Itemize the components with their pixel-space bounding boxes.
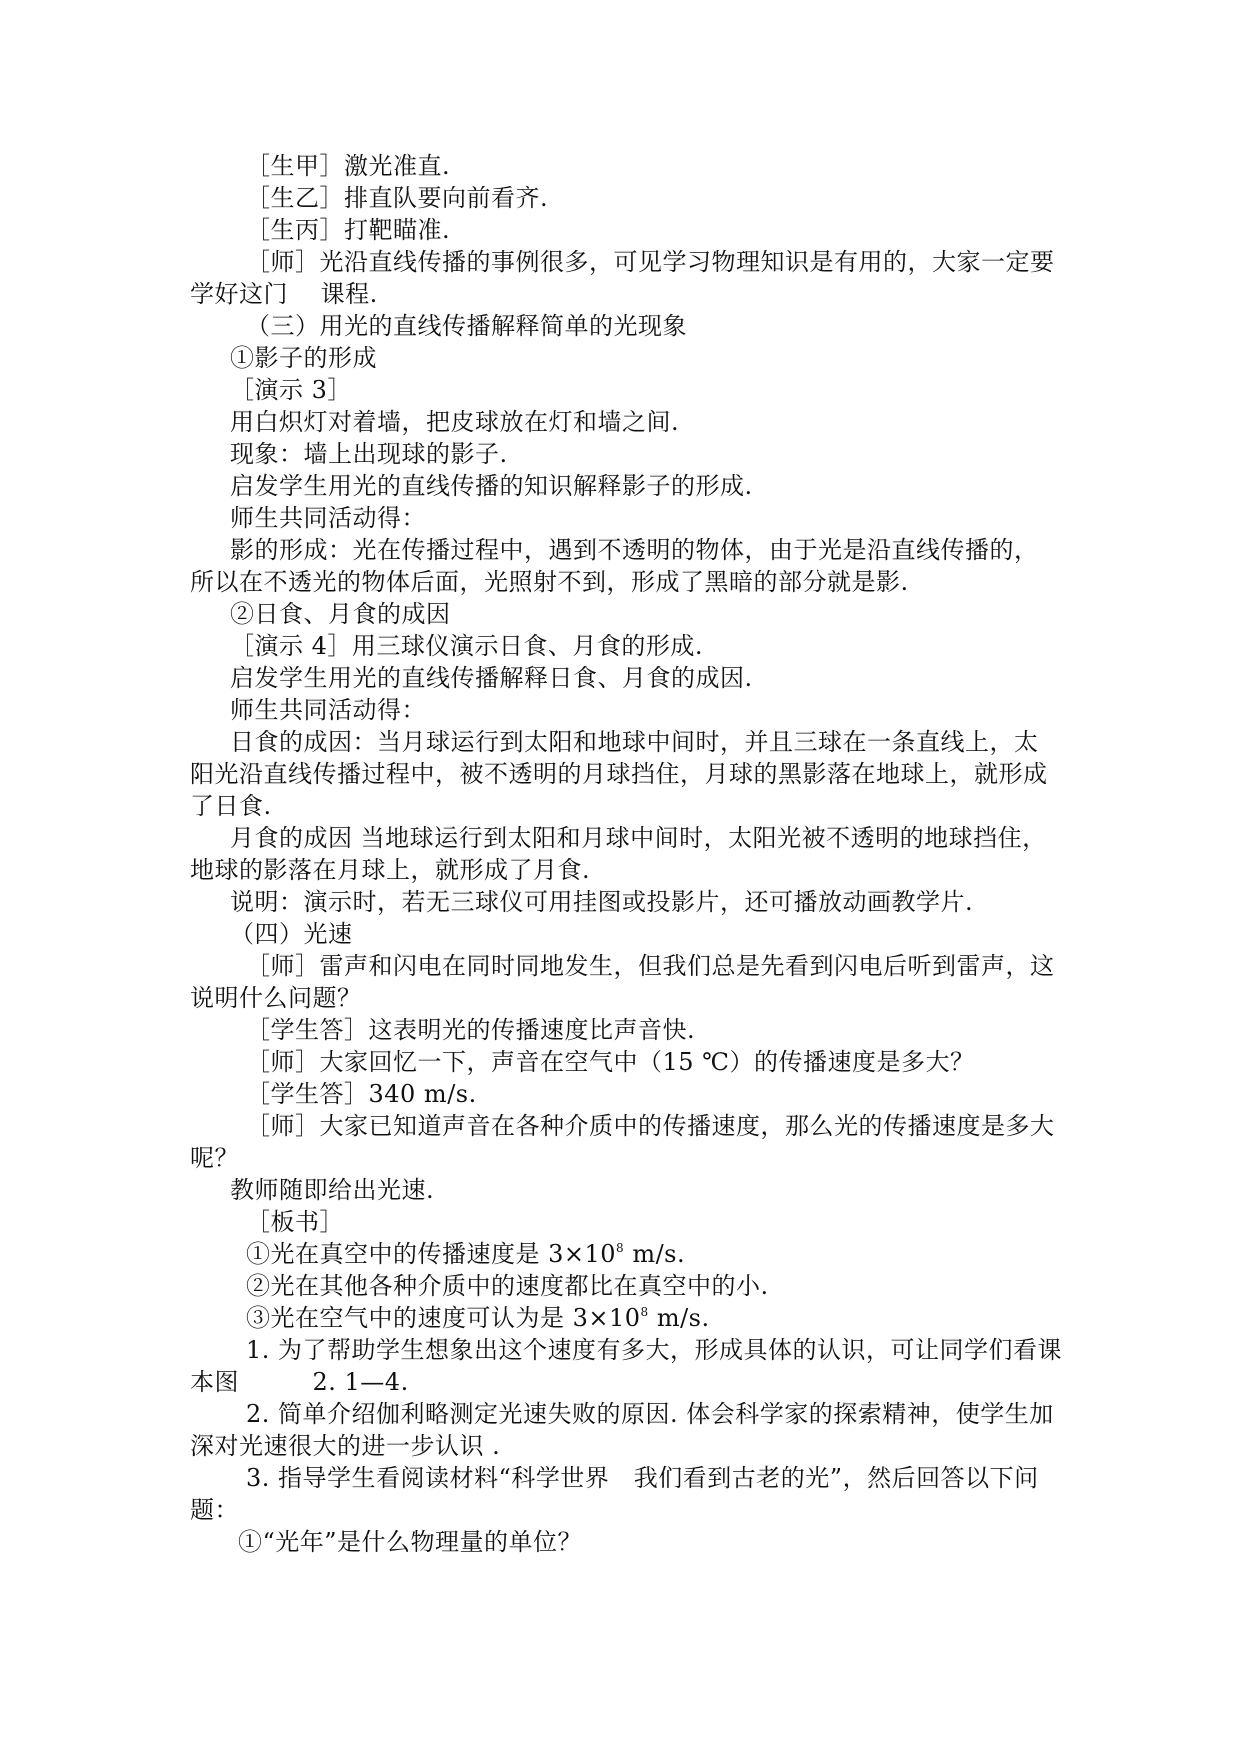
- subsection-heading: ②日食、月食的成因: [230, 600, 451, 628]
- text-line: 2. 简单介绍伽利略测定光速失败的原因. 体会科学家的探索精神，使学生加: [246, 1400, 1054, 1428]
- text-line: 题：: [190, 1496, 239, 1524]
- text-line: ［生丙］打靶瞄准.: [246, 216, 451, 244]
- text-line: 影的形成：光在传播过程中，遇到不透明的物体，由于光是沿直线传播的，: [230, 536, 1039, 564]
- text-line: ［师］大家已知道声音在各种介质中的传播速度，那么光的传播速度是多大: [246, 1112, 1055, 1140]
- board-item-1: [246, 1238, 685, 1270]
- text-line: 月食的成因 当地球运行到太阳和月球中间时，太阳光被不透明的地球挡住，: [230, 824, 1047, 852]
- text-line: 地球的影落在月球上，就形成了月食.: [190, 856, 591, 884]
- text-line: 日食的成因：当月球运行到太阳和地球中间时，并且三球在一条直线上，太: [230, 728, 1039, 756]
- text-line: 说明：演示时，若无三球仪可用挂图或投影片，还可播放动画教学片.: [230, 888, 974, 916]
- text-line: 师生共同活动得：: [230, 696, 426, 724]
- text-line: 本图 2. 1—4.: [190, 1368, 409, 1396]
- board-item-text: ③光在空气中的速度可认为是 3×10: [246, 1304, 641, 1332]
- text-line: 深对光速很大的进一步认识 .: [190, 1432, 501, 1460]
- text-line: ［师］大家回忆一下，声音在空气中（15 ℃）的传播速度是多大？: [246, 1048, 975, 1076]
- subsection-heading: ①影子的形成: [230, 344, 377, 372]
- text-line: ［生乙］排直队要向前看齐.: [246, 184, 549, 212]
- text-line: ［师］雷声和闪电在同时同地发生，但我们总是先看到闪电后听到雷声，这: [246, 952, 1055, 980]
- exponent: 8: [640, 1305, 649, 1319]
- section-heading: （四）光速: [230, 920, 353, 948]
- text-line: 了日食.: [190, 792, 272, 820]
- text-line: 说明什么问题？: [190, 984, 362, 1012]
- text-line: ［演示 3］: [230, 376, 352, 404]
- text-line: 用白炽灯对着墙，把皮球放在灯和墙之间.: [230, 408, 680, 436]
- text-line: ［学生答］340 m/s.: [246, 1080, 477, 1108]
- text-line: 教师随即给出光速.: [230, 1176, 435, 1204]
- text-line: 现象：墙上出现球的影子.: [230, 440, 508, 468]
- text-line: 所以在不透光的物体后面，光照射不到，形成了黑暗的部分就是影.: [190, 568, 909, 596]
- text-line: 师生共同活动得：: [230, 504, 426, 532]
- board-item-2: ②光在其他各种介质中的速度都比在真空中的小.: [246, 1272, 769, 1300]
- text-line: 3. 指导学生看阅读材料“科学世界 我们看到古老的光”，然后回答以下问: [246, 1464, 1039, 1492]
- text-line: 呢？: [190, 1144, 239, 1172]
- board-item-text: ①光在真空中的传播速度是 3×10: [246, 1240, 617, 1268]
- text-line: 1. 为了帮助学生想象出这个速度有多大，形成具体的认识，可让同学们看课: [246, 1336, 1063, 1364]
- text-line: ［师］光沿直线传播的事例很多，可见学习物理知识是有用的，大家一定要: [246, 248, 1055, 276]
- text-line: 学好这门 课程.: [190, 280, 378, 308]
- exponent: 8: [616, 1241, 625, 1255]
- unit-text: m/s.: [624, 1240, 686, 1268]
- text-line: ［学生答］这表明光的传播速度比声音快.: [246, 1016, 696, 1044]
- text-line: ［板书］: [246, 1208, 344, 1236]
- text-line: 阳光沿直线传播过程中，被不透明的月球挡住，月球的黑影落在地球上，就形成: [190, 760, 1048, 788]
- text-line: ［演示 4］用三球仪演示日食、月食的形成.: [230, 632, 704, 660]
- unit-text: m/s.: [648, 1304, 710, 1332]
- board-item-3: [246, 1302, 710, 1334]
- section-heading: （三）用光的直线传播解释简单的光现象: [246, 312, 687, 340]
- text-line: 启发学生用光的直线传播解释日食、月食的成因.: [230, 664, 753, 692]
- text-line: 启发学生用光的直线传播的知识解释影子的形成.: [230, 472, 753, 500]
- text-line: ［生甲］激光准直.: [246, 152, 451, 180]
- text-line: ①“光年”是什么物理量的单位？: [238, 1528, 583, 1556]
